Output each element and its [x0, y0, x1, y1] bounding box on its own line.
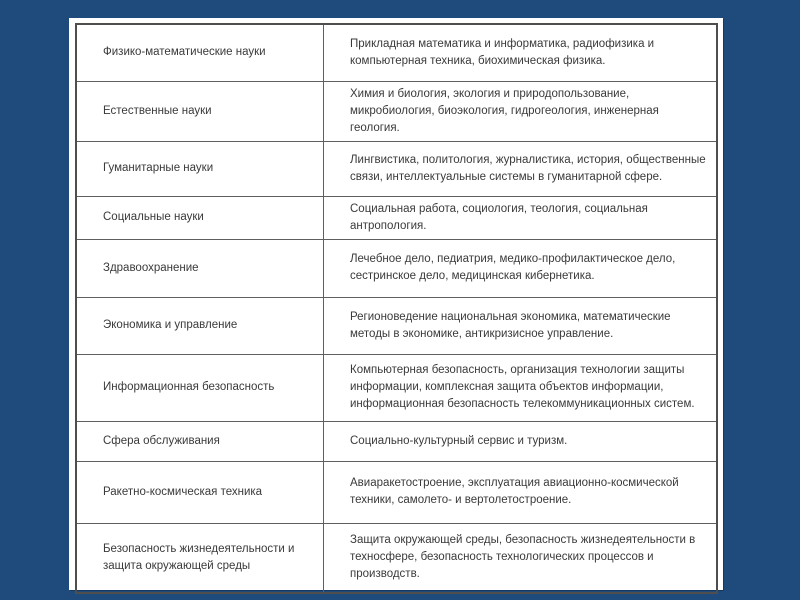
programs-cell: Социально-культурный сервис и туризм. [324, 421, 718, 461]
category-cell: Информационная безопасность [76, 354, 324, 421]
table-row [76, 81, 717, 141]
category-cell: Социальные науки [76, 196, 324, 239]
category-cell: Безопасность жизнедеятельности и защита окружающей среды [76, 523, 324, 593]
programs-cell: Регионоведение национальная экономика, математические методы в экономике, антикризисное управление. [324, 297, 718, 354]
programs-cell: Лингвистика, политология, журналистика, история, общественные связи, интеллектуальные системы в гуманитарной сфере. [324, 141, 718, 196]
table-row [76, 461, 717, 523]
programs-cell: Компьютерная безопасность, организация технологии защиты информации, комплексная защита объектов информации, информационная безопасность телекоммуникационных систем. [324, 354, 718, 421]
programs-cell: Защита окружающей среды, безопасность жизнедеятельности в техносфере, безопасность технологических процессов и производств. [324, 523, 718, 593]
programs-cell: Авиаракетостроение, эксплуатация авиационно-космической техники, самолето- и вертолетостроение. [324, 461, 718, 523]
category-cell: Ракетно-космическая техника [76, 461, 324, 523]
category-cell: Сфера обслуживания [76, 421, 324, 461]
table-row [76, 196, 717, 239]
programs-cell: Лечебное дело, педиатрия, медико-профилактическое дело, сестринское дело, медицинская кибернетика. [324, 239, 718, 297]
curricula-table [75, 23, 718, 594]
table-row [76, 421, 717, 461]
category-cell: Здравоохранение [76, 239, 324, 297]
table-row [76, 24, 717, 81]
category-cell: Естественные науки [76, 81, 324, 141]
slide [69, 18, 723, 590]
table-row [76, 523, 717, 593]
table-row [76, 297, 717, 354]
category-cell: Экономика и управление [76, 297, 324, 354]
table-row [76, 141, 717, 196]
category-cell: Гуманитарные науки [76, 141, 324, 196]
table-row [76, 239, 717, 297]
programs-cell: Химия и биология, экология и природопользование, микробиология, биоэкология, гидрогеология, инженерная геология. [324, 81, 718, 141]
table-row [76, 354, 717, 421]
programs-cell: Прикладная математика и информатика, радиофизика и компьютерная техника, биохимическая физика. [324, 24, 718, 81]
programs-cell: Социальная работа, социология, теология, социальная антропология. [324, 196, 718, 239]
category-cell: Физико-математические науки [76, 24, 324, 81]
